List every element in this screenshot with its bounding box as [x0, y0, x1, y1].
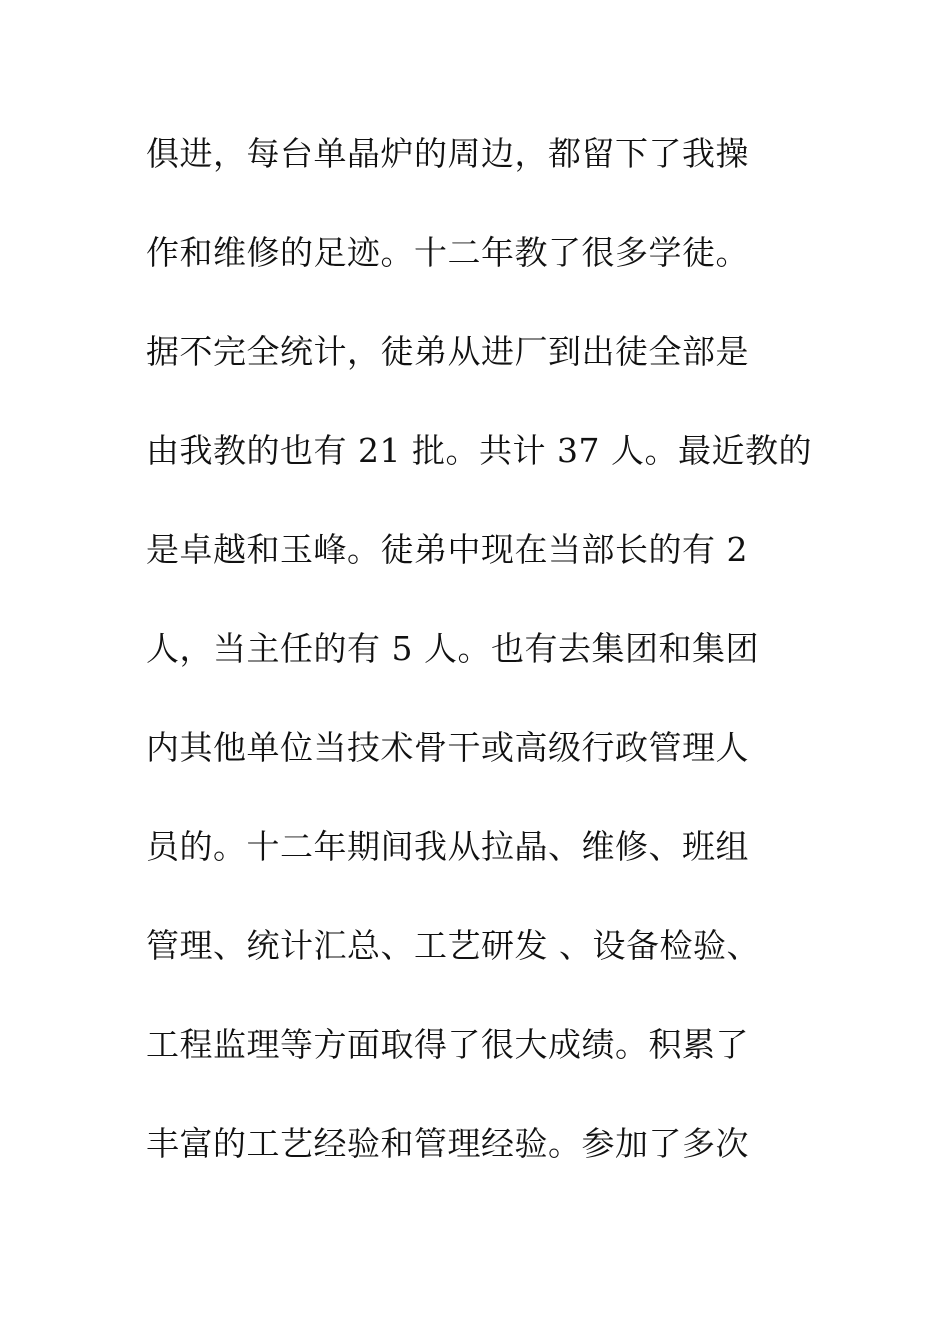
text-line-11: 丰富的工艺经验和管理经验。参加了多次 [146, 1124, 749, 1163]
text-line-5: 是卓越和玉峰。徒弟中现在当部长的有 2 [146, 530, 748, 569]
text-line-1: 俱进，每台单晶炉的周边，都留下了我操 [146, 134, 749, 173]
text-line-2: 作和维修的足迹。十二年教了很多学徒。 [146, 233, 749, 272]
text-line-9: 管理、统计汇总、工艺研发 、设备检验、 [146, 926, 760, 965]
text-line-3: 据不完全统计，徒弟从进厂到出徒全部是 [146, 332, 749, 371]
text-line-6: 人，当主任的有 5 人。也有去集团和集团 [146, 629, 759, 668]
text-line-4: 由我教的也有 21 批。共计 37 人。最近教的 [146, 431, 812, 470]
text-line-10: 工程监理等方面取得了很大成绩。积累了 [146, 1025, 749, 1064]
text-line-7: 内其他单位当技术骨干或高级行政管理人 [146, 728, 749, 767]
text-line-8: 员的。十二年期间我从拉晶、维修、班组 [146, 827, 749, 866]
body-text [146, 126, 826, 1215]
